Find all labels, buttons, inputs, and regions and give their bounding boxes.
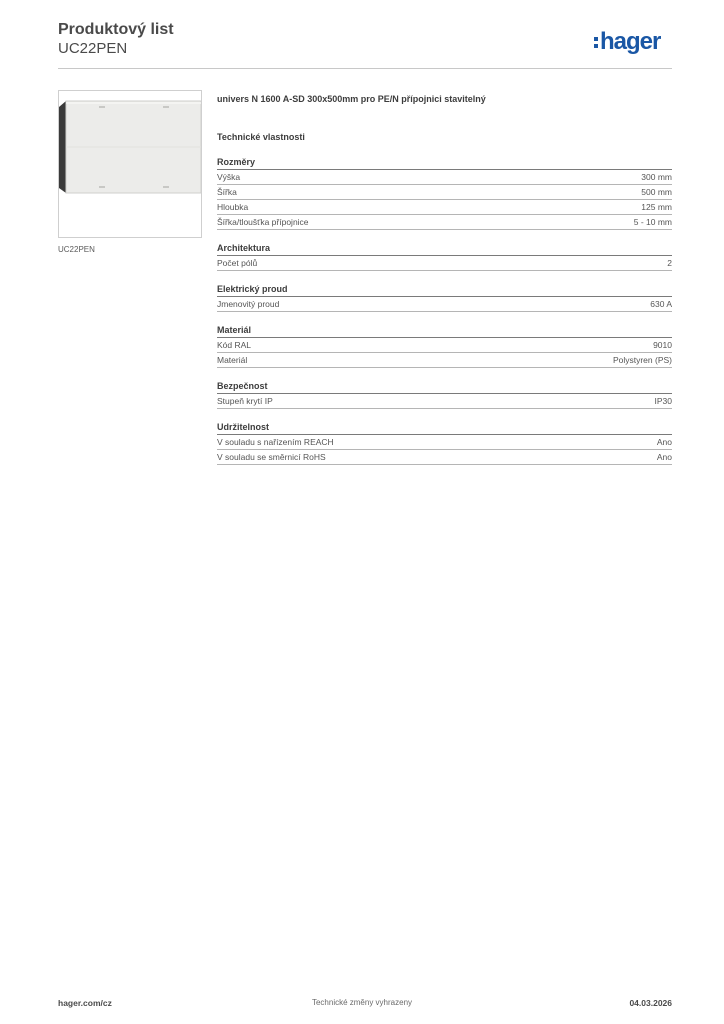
spec-row	[217, 353, 672, 368]
spec-value: Ano	[656, 452, 672, 462]
spec-value: Ano	[656, 437, 672, 447]
spec-heading: Technické vlastnosti	[217, 132, 305, 142]
section-title: Materiál	[217, 323, 672, 338]
spec-section-current	[217, 282, 672, 312]
spec-row	[217, 450, 672, 465]
spec-value: 5 - 10 mm	[633, 217, 672, 227]
product-details	[217, 92, 672, 465]
spec-label: Hloubka	[217, 202, 249, 212]
section-title: Elektrický proud	[217, 282, 672, 297]
footer-website-link[interactable]: hager.com/cz	[58, 998, 112, 1008]
spec-value: 125 mm	[641, 202, 672, 212]
logo-text: hager	[600, 28, 661, 55]
spec-label: Výška	[217, 172, 241, 182]
product-code: UC22PEN	[58, 40, 128, 57]
spec-section-sustainability	[217, 420, 672, 465]
spec-label: Šířka/tloušťka přípojnice	[217, 217, 309, 227]
spec-row	[217, 297, 672, 312]
spec-row	[217, 338, 672, 353]
spec-section-architecture	[217, 241, 672, 271]
spec-value: Polystyren (PS)	[612, 355, 672, 365]
spec-section-dimensions	[217, 155, 672, 230]
spec-value: 500 mm	[641, 187, 672, 197]
header-divider	[58, 68, 672, 69]
spec-label: Počet pólů	[217, 258, 258, 268]
spec-row	[217, 394, 672, 409]
spec-label: Kód RAL	[217, 340, 252, 350]
spec-label: Materiál	[217, 355, 248, 365]
section-title: Bezpečnost	[217, 379, 672, 394]
spec-row	[217, 185, 672, 200]
spec-row	[217, 435, 672, 450]
footer-note: Technické změny vyhrazeny	[311, 998, 413, 1007]
product-image-caption: UC22PEN	[58, 245, 95, 254]
logo-dots-icon	[594, 37, 598, 48]
section-title: Rozměry	[217, 155, 672, 170]
spec-row	[217, 256, 672, 271]
footer-date: 04.03.2026	[629, 998, 672, 1008]
spec-value: 630 A	[650, 299, 672, 309]
spec-label: Stupeň krytí IP	[217, 396, 273, 406]
spec-label: V souladu s nařízením REACH	[217, 437, 334, 447]
spec-row	[217, 200, 672, 215]
section-title: Architektura	[217, 241, 672, 256]
product-image	[59, 91, 201, 237]
spec-section-safety	[217, 379, 672, 409]
spec-value: 300 mm	[641, 172, 672, 182]
page-title: Produktový list	[58, 21, 174, 38]
product-description: univers N 1600 A-SD 300x500mm pro PE/N přípojnici stavitelný	[217, 94, 486, 104]
spec-section-material	[217, 323, 672, 368]
spec-row	[217, 215, 672, 230]
spec-label: V souladu se směrnicí RoHS	[217, 452, 326, 462]
product-image-frame	[58, 90, 202, 238]
spec-value: 2	[667, 258, 672, 268]
spec-label: Šířka	[217, 187, 237, 197]
hager-logo	[594, 28, 660, 56]
section-title: Udržitelnost	[217, 420, 672, 435]
spec-label: Jmenovitý proud	[217, 299, 280, 309]
spec-value: IP30	[654, 396, 672, 406]
spec-row	[217, 170, 672, 185]
spec-value: 9010	[653, 340, 672, 350]
